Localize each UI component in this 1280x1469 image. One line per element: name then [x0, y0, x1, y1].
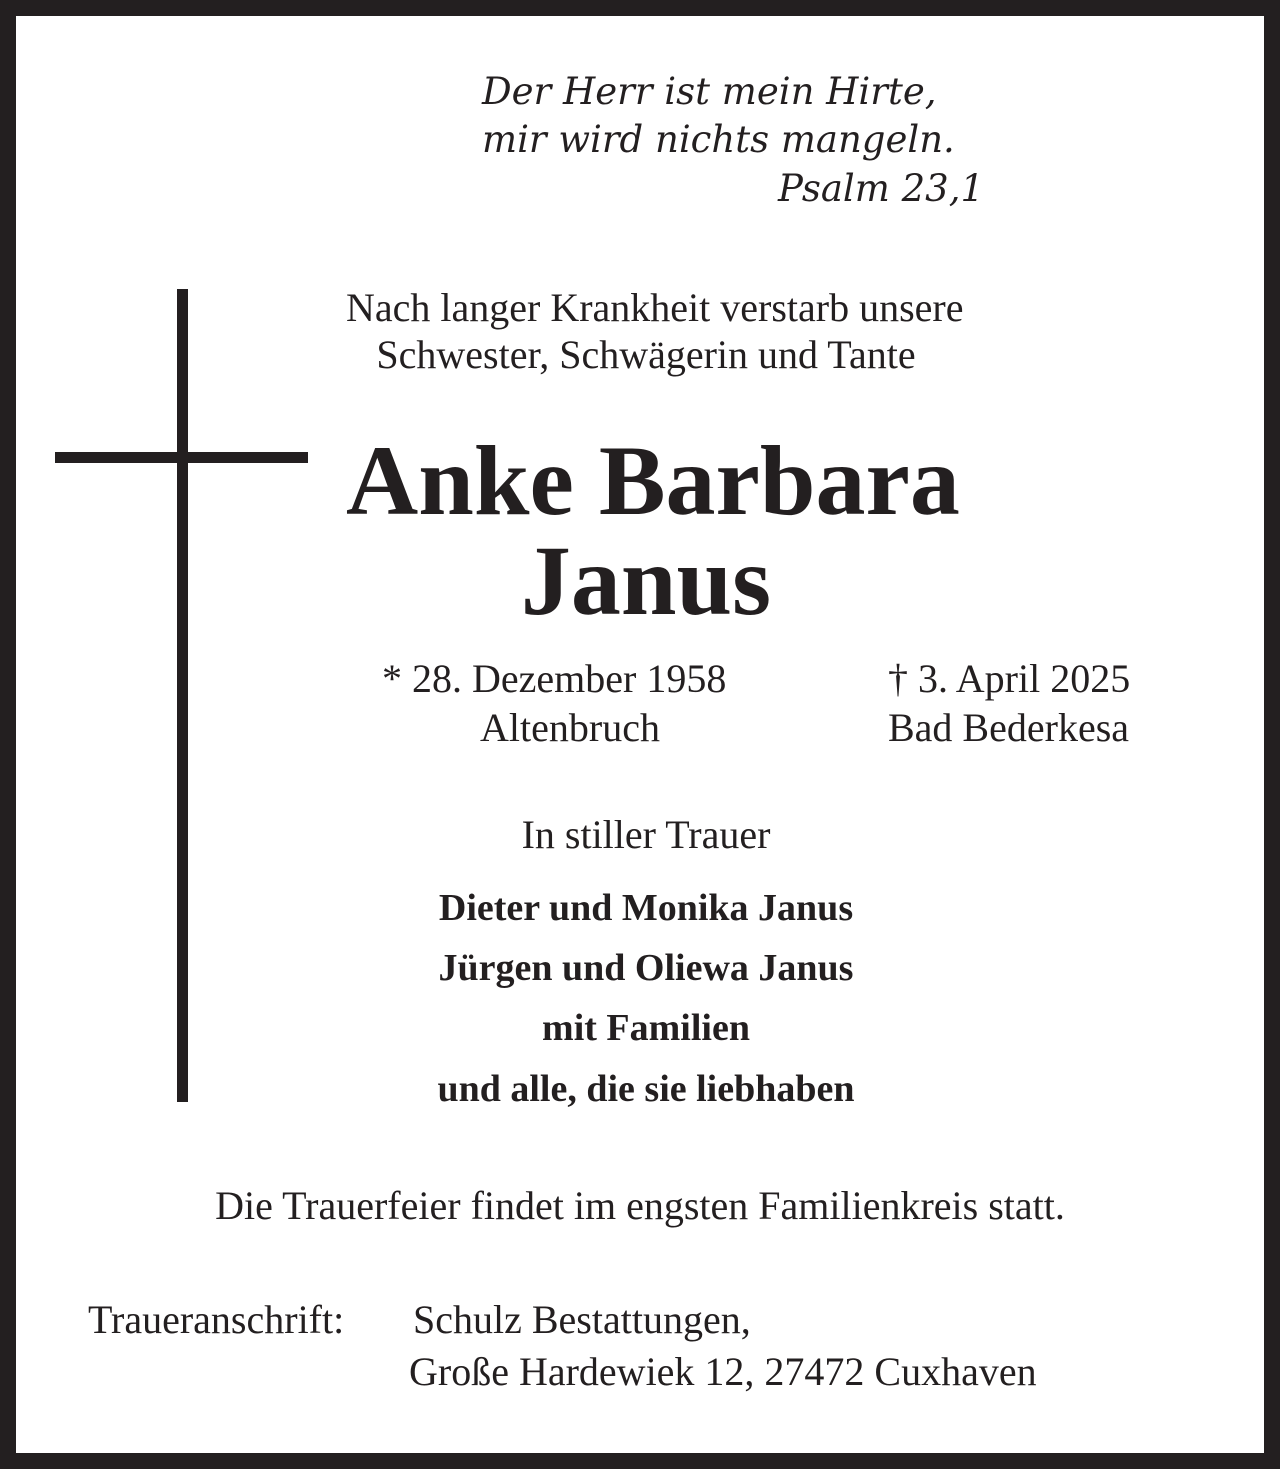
obituary-notice — [16, 16, 1264, 1453]
service-note: Die Trauerfeier findet im engsten Familienkreis statt. — [215, 1183, 1065, 1228]
mourner-line: und alle, die sie liebhaben — [437, 1068, 855, 1110]
mourner-line: Dieter und Monika Janus — [438, 887, 854, 929]
birth-date: * 28. Dezember 1958 — [382, 656, 727, 701]
quote-line-2: mir wird nichts mangeln. — [482, 118, 955, 161]
address-line-1: Schulz Bestattungen, — [413, 1297, 751, 1342]
mourner-line: mit Familien — [542, 1007, 750, 1049]
address-line-2: Große Hardewiek 12, 27472 Cuxhaven — [409, 1349, 1037, 1394]
quote-line-1: Der Herr ist mein Hirte, — [482, 70, 937, 113]
quote-reference: Psalm 23,1 — [777, 167, 984, 210]
birth-place: Altenbruch — [480, 705, 660, 750]
intro-line-2: Schwester, Schwägerin und Tante — [376, 332, 916, 377]
mourning-heading: In stiller Trauer — [521, 812, 771, 857]
cross-icon-vertical — [177, 289, 188, 1102]
mourner-line: Jürgen und Oliewa Janus — [438, 947, 854, 989]
intro-line-1: Nach langer Krankheit verstarb unsere — [346, 285, 964, 330]
address-label: Traueranschrift: — [88, 1297, 345, 1342]
death-place: Bad Bederkesa — [888, 705, 1130, 750]
death-date: † 3. April 2025 — [888, 656, 1131, 701]
cross-icon-horizontal — [55, 452, 308, 463]
deceased-name-first: Anke Barbara — [346, 425, 960, 536]
deceased-name-last: Janus — [520, 525, 772, 636]
